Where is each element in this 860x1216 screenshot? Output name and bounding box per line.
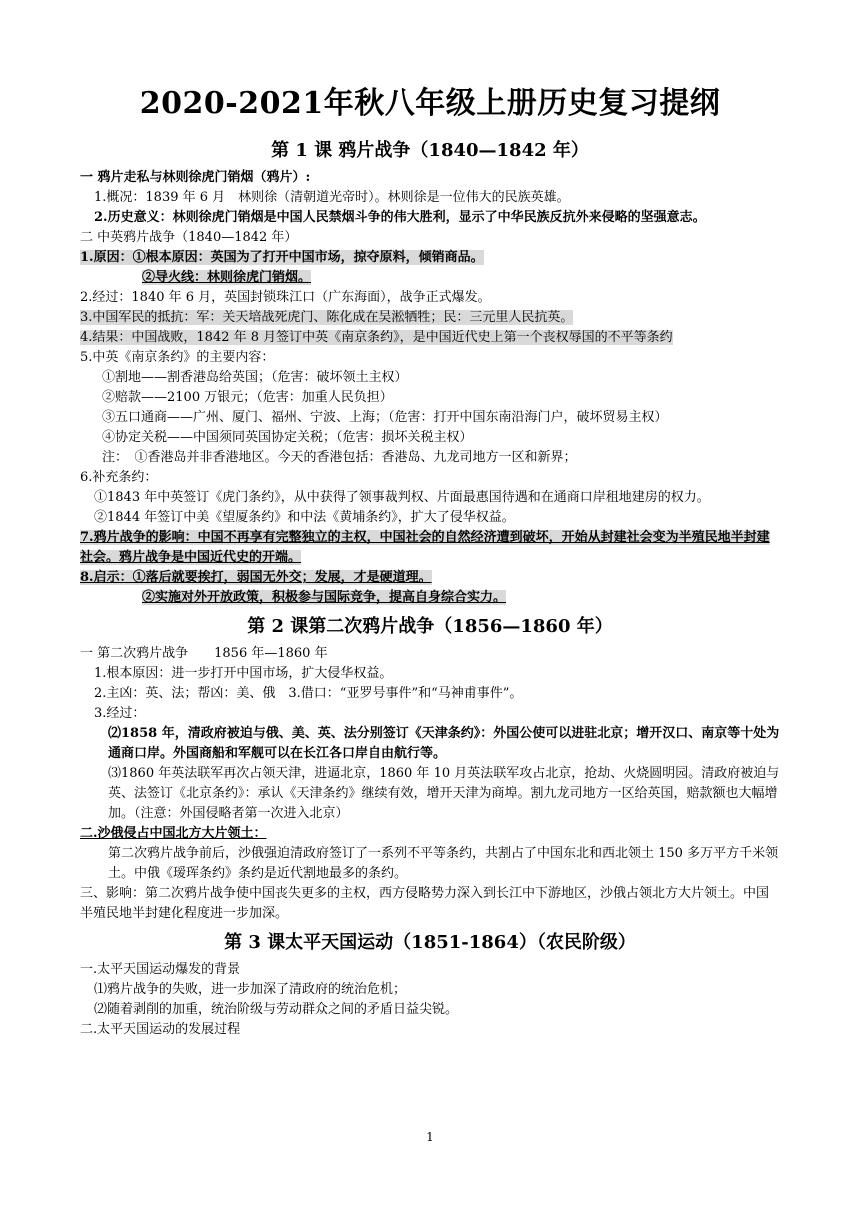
section-heading: 一 第二次鸦片战争 1856 年—1860 年 (80, 646, 328, 661)
text-line: 8.启示：①落后就要挨打，弱国无外交；发展，才是硬道理。 (80, 570, 432, 585)
text-line: ⑵随着剥削的加重，统治阶级与劳动群众之间的矛盾日益尖锐。 (94, 1002, 459, 1017)
text-line: ⑵1858 年，清政府被迫与俄、美、英、法分别签订《天津条约》：外国公使可以进驻北京；增开汉口、南京等十处为通商口岸。外国商船和军舰可以在长江各口岸自由航行等。 (108, 726, 780, 761)
note-line: 注： ①香港岛并非香港地区。今天的香港包括：香港岛、九龙司地方一区和新界； (102, 450, 577, 465)
text-line: 1.根本原因：进一步打开中国市场，扩大侵华权益。 (94, 666, 393, 681)
text-line: 2.经过：1840 年 6 月，英国封锁珠江口（广东海面），战争正式爆发。 (80, 290, 491, 305)
lesson-3-heading: 第 3 课太平天国运动（1851-1864）（农民阶级） (224, 932, 636, 953)
section-heading: 二.沙俄侵占中国北方大片领土： (80, 826, 267, 841)
text-line: ⑶1860 年英法联军再次占领天津，进逼北京，1860 年 10 月英法联军攻占北京，抢劫、火烧圆明园。清政府被迫与英、法签订《北京条约》：承认《天津条约》继续有效，增开天津为商埠。割九龙司地方一区给英国，赔款额也大幅增加。（注意：外国侵略者第一次进入北京） (108, 766, 780, 821)
section-heading: 一.太平天国运动爆发的背景 (80, 962, 241, 977)
text-line: ②1844 年签订中美《望厦条约》和中法《黄埔条约》，扩大了侵华权益。 (94, 510, 515, 525)
document-title: 2020-2021年秋八年级上册历史复习提纲 (139, 86, 721, 121)
text-line: ②赔款——2100 万银元；（危害：加重人民负担） (102, 390, 393, 405)
text-line: 三、影响：第二次鸦片战争使中国丧失更多的主权，西方侵略势力深入到长江中下游地区，沙俄占领北方大片领土。中国半殖民地半封建化程度进一步加深。 (80, 886, 770, 921)
text-line: ①割地——割香港岛给英国；（危害：破坏领土主权） (102, 370, 408, 385)
text-line: 6.补充条约： (80, 470, 158, 485)
section-heading: 二 中英鸦片战争（1840—1842 年） (80, 230, 298, 245)
lesson-1-heading: 第 1 课 鸦片战争（1840—1842 年） (271, 140, 589, 161)
lesson-2-heading: 第 2 课第二次鸦片战争（1856—1860 年） (247, 616, 613, 637)
text-line: 4.结果：中国战败，1842 年 8 月签订中英《南京条约》，是中国近代史上第一个丧权辱国的不平等条约 (80, 330, 673, 345)
text-line: 第二次鸦片战争前后，沙俄强迫清政府签订了一系列不平等条约，共割占了中国东北和西北领土 150 多万平方千米领土。中俄《瑷珲条约》条约是近代割地最多的条约。 (108, 846, 779, 881)
text-line: ③五口通商——广州、厦门、福州、宁波、上海；（危害：打开中国东南沿海门户，破坏贸易主权） (102, 410, 668, 425)
section-heading: 一 鸦片走私与林则徐虎门销烟（鸦片）: (80, 170, 311, 185)
text-line: ②实施对外开放政策，积极参与国际竞争，提高自身综合实力。 (142, 590, 507, 605)
text-line: ②导火线：林则徐虎门销烟。 (142, 270, 312, 285)
text-line: 7.鸦片战争的影响：中国不再享有完整独立的主权，中国社会的自然经济遭到破坏，开始从封建社会变为半殖民地半封建社会。鸦片战争是中国近代史的开端。 (80, 530, 770, 565)
text-line: 2.历史意义：林则徐虎门销烟是中国人民禁烟斗争的伟大胜利，显示了中华民族反抗外来侵略的坚强意志。 (94, 210, 706, 225)
text-line: 1.概况：1839 年 6 月 林则徐（清朝道光帝时）。林则徐是一位伟大的民族英雄。 (94, 190, 570, 205)
text-line: ⑴鸦片战争的失败，进一步加深了清政府的统治危机； (94, 982, 407, 997)
section-heading: 二.太平天国运动的发展过程 (80, 1022, 241, 1037)
text-line: 2.主凶：英、法；帮凶：美、俄 3.借口：“亚罗号事件”和“马神甫事件”。 (94, 686, 523, 701)
text-line: 3.经过： (94, 706, 146, 721)
document-page (80, 78, 780, 1040)
text-line: 3.中国军民的抵抗：军：关天培战死虎门、陈化成在吴淞牺牲；民：三元里人民抗英。 (80, 310, 574, 325)
text-line: ①1843 年中英签订《虎门条约》，从中获得了领事裁判权、片面最惠国待遇和在通商口岸租地建房的权力。 (94, 490, 710, 505)
text-line: ④协定关税——中国须同英国协定关税；（危害：损坏关税主权） (102, 430, 473, 445)
text-line: 1.原因：①根本原因：英国为了打开中国市场，掠夺原料，倾销商品。 (80, 250, 484, 265)
page-number: 1 (426, 1130, 434, 1144)
text-line: 5.中英《南京条约》的主要内容： (80, 350, 275, 365)
